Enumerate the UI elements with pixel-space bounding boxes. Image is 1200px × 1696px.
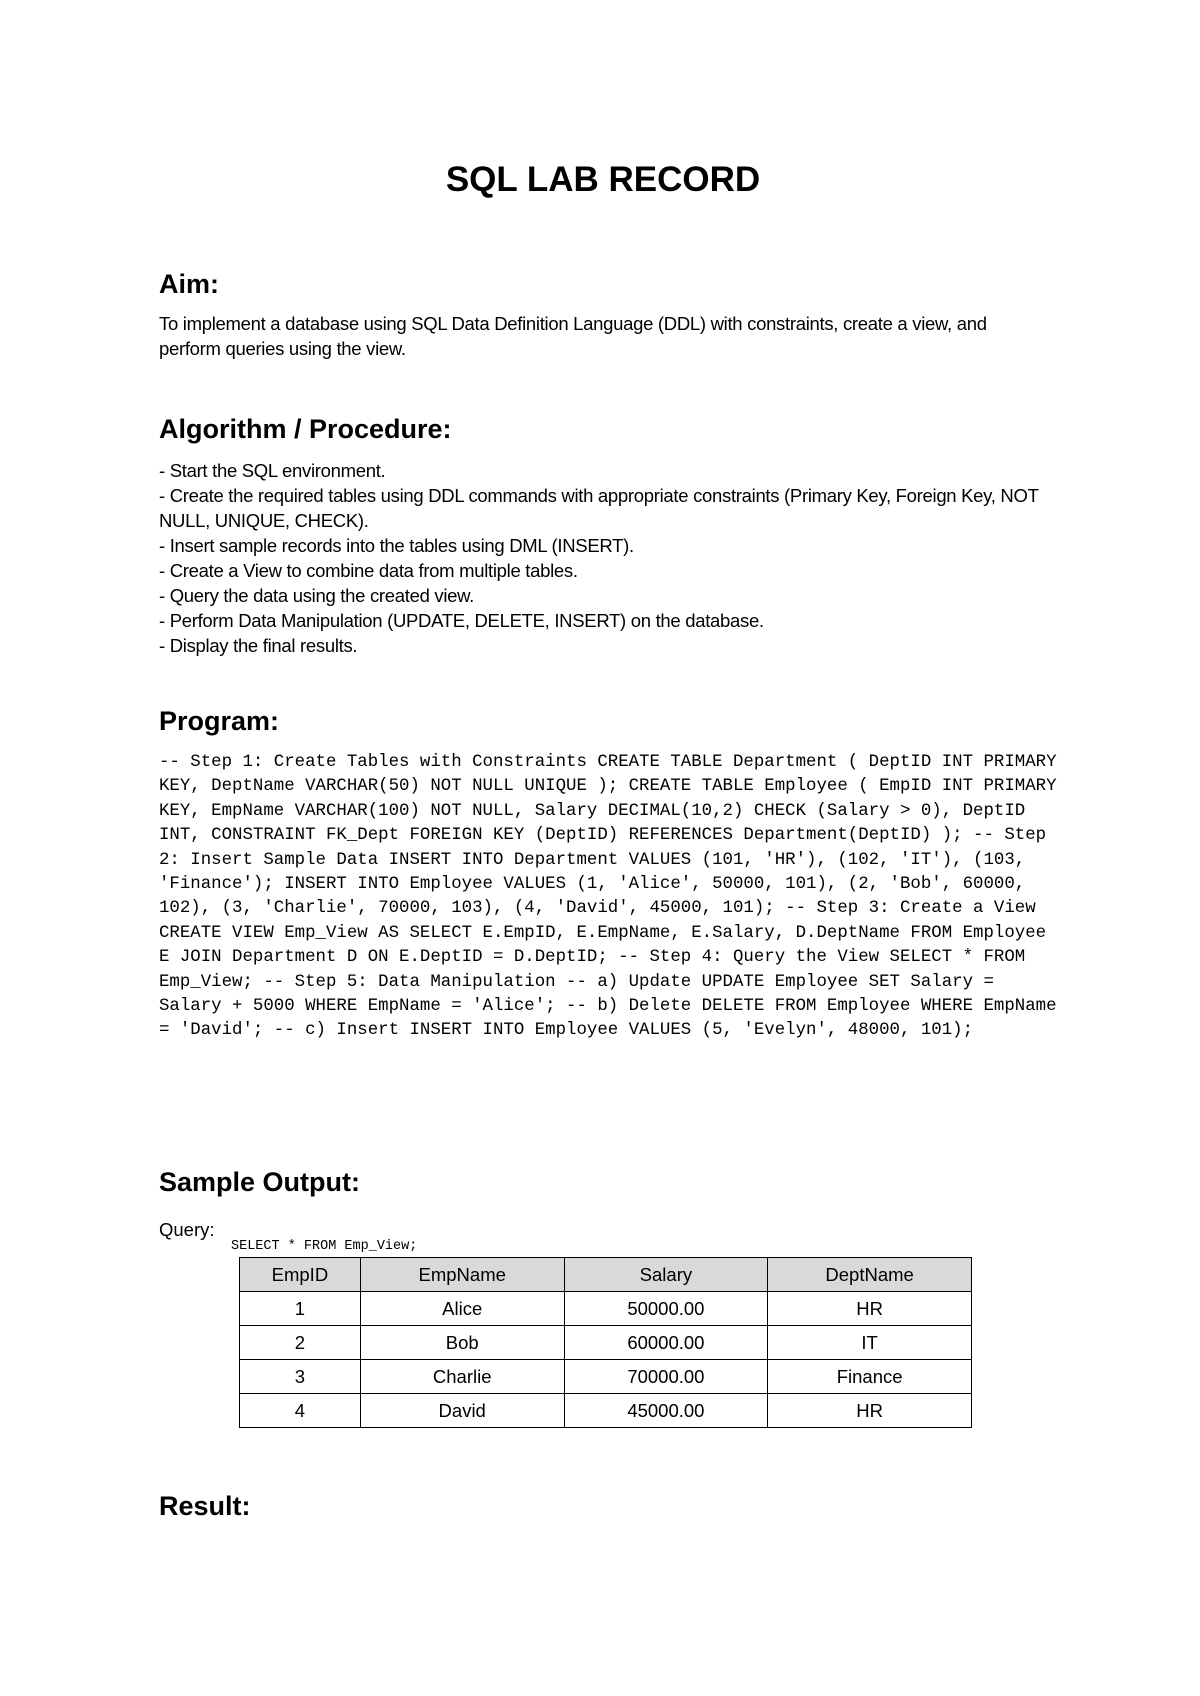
table-row bbox=[240, 1394, 972, 1428]
table-cell: 4 bbox=[240, 1394, 361, 1428]
table-cell: Alice bbox=[360, 1292, 564, 1326]
sample-output-heading: Sample Output: bbox=[159, 1167, 360, 1197]
table-header-row bbox=[240, 1258, 972, 1292]
table-cell: 50000.00 bbox=[564, 1292, 768, 1326]
table-cell: 45000.00 bbox=[564, 1394, 768, 1428]
aim-text: To implement a database using SQL Data Definition Language (DDL) with constraints, create a view, and perform queries using the view. bbox=[159, 313, 987, 359]
aim-heading: Aim: bbox=[159, 269, 219, 299]
table-cell: 60000.00 bbox=[564, 1326, 768, 1360]
query-code: SELECT * FROM Emp_View; bbox=[231, 1239, 418, 1254]
table-cell: IT bbox=[768, 1326, 972, 1360]
table-cell: Bob bbox=[360, 1326, 564, 1360]
column-header-empid: EmpID bbox=[240, 1258, 361, 1292]
table-row bbox=[240, 1292, 972, 1326]
output-table bbox=[239, 1257, 972, 1428]
column-header-salary: Salary bbox=[564, 1258, 768, 1292]
procedure-step: - Query the data using the created view. bbox=[159, 585, 475, 606]
table-cell: 1 bbox=[240, 1292, 361, 1326]
table-cell: 2 bbox=[240, 1326, 361, 1360]
document-title: SQL LAB RECORD bbox=[445, 160, 761, 199]
procedure-step: - Perform Data Manipulation (UPDATE, DELETE, INSERT) on the database. bbox=[159, 610, 764, 631]
table-cell: HR bbox=[768, 1292, 972, 1326]
table-row bbox=[240, 1360, 972, 1394]
procedure-step: - Insert sample records into the tables using DML (INSERT). bbox=[159, 535, 634, 556]
table-cell: 70000.00 bbox=[564, 1360, 768, 1394]
column-header-empname: EmpName bbox=[360, 1258, 564, 1292]
procedure-step: - Create the required tables using DDL commands with appropriate constraints (Primary Key, Foreign Key, NOT NULL, UNIQUE, CHECK). bbox=[159, 485, 1039, 531]
program-code: -- Step 1: Create Tables with Constraints CREATE TABLE Department ( DeptID INT PRIMARY KEY, DeptName VARCHAR(50) NOT NULL UNIQUE ); CREATE TABLE Employee ( EmpID INT PRIMARY KEY, EmpName VARCHAR(100) NOT NULL, Salary DECIMAL(10,2) CHECK (Salary > 0), DeptID INT, CONSTRAINT FK_Dept FOREIGN KEY (DeptID) REFERENCES Department(DeptID) ); -- Step 2: Insert Sample Data INSERT INTO Department VALUES (101, 'HR'), (102, 'IT'), (103, 'Finance'); INSERT INTO Employee VALUES (1, 'Alice', 50000, 101), (2, 'Bob', 60000, 102), (3, 'Charlie', 70000, 103), (4, 'David', 45000, 101); -- Step 3: Create a View CREATE VIEW Emp_View AS SELECT E.EmpID, E.EmpName, E.Salary, D.DeptName FROM Employee E JOIN Department D ON E.DeptID = D.DeptID; -- Step 4: Query the View SELECT * FROM Emp_View; -- Step 5: Data Manipulation -- a) Update UPDATE Employee SET Salary = Salary + 5000 WHERE EmpName = 'Alice'; -- b) Delete DELETE FROM Employee WHERE EmpName = 'David'; -- c) Insert INSERT INTO Employee VALUES (5, 'Evelyn', 48000, 101); bbox=[159, 753, 1057, 1041]
table-cell: 3 bbox=[240, 1360, 361, 1394]
procedure-step: - Start the SQL environment. bbox=[159, 460, 386, 481]
result-heading: Result: bbox=[159, 1491, 251, 1521]
query-label: Query: bbox=[159, 1219, 215, 1240]
procedure-steps bbox=[159, 458, 1039, 658]
program-heading: Program: bbox=[159, 706, 280, 736]
table-cell: David bbox=[360, 1394, 564, 1428]
procedure-step: - Create a View to combine data from multiple tables. bbox=[159, 560, 578, 581]
table-row bbox=[240, 1326, 972, 1360]
procedure-step: - Display the final results. bbox=[159, 635, 358, 656]
column-header-deptname: DeptName bbox=[768, 1258, 972, 1292]
table-cell: HR bbox=[768, 1394, 972, 1428]
table-cell: Charlie bbox=[360, 1360, 564, 1394]
procedure-heading: Algorithm / Procedure: bbox=[159, 414, 452, 444]
table-cell: Finance bbox=[768, 1360, 972, 1394]
